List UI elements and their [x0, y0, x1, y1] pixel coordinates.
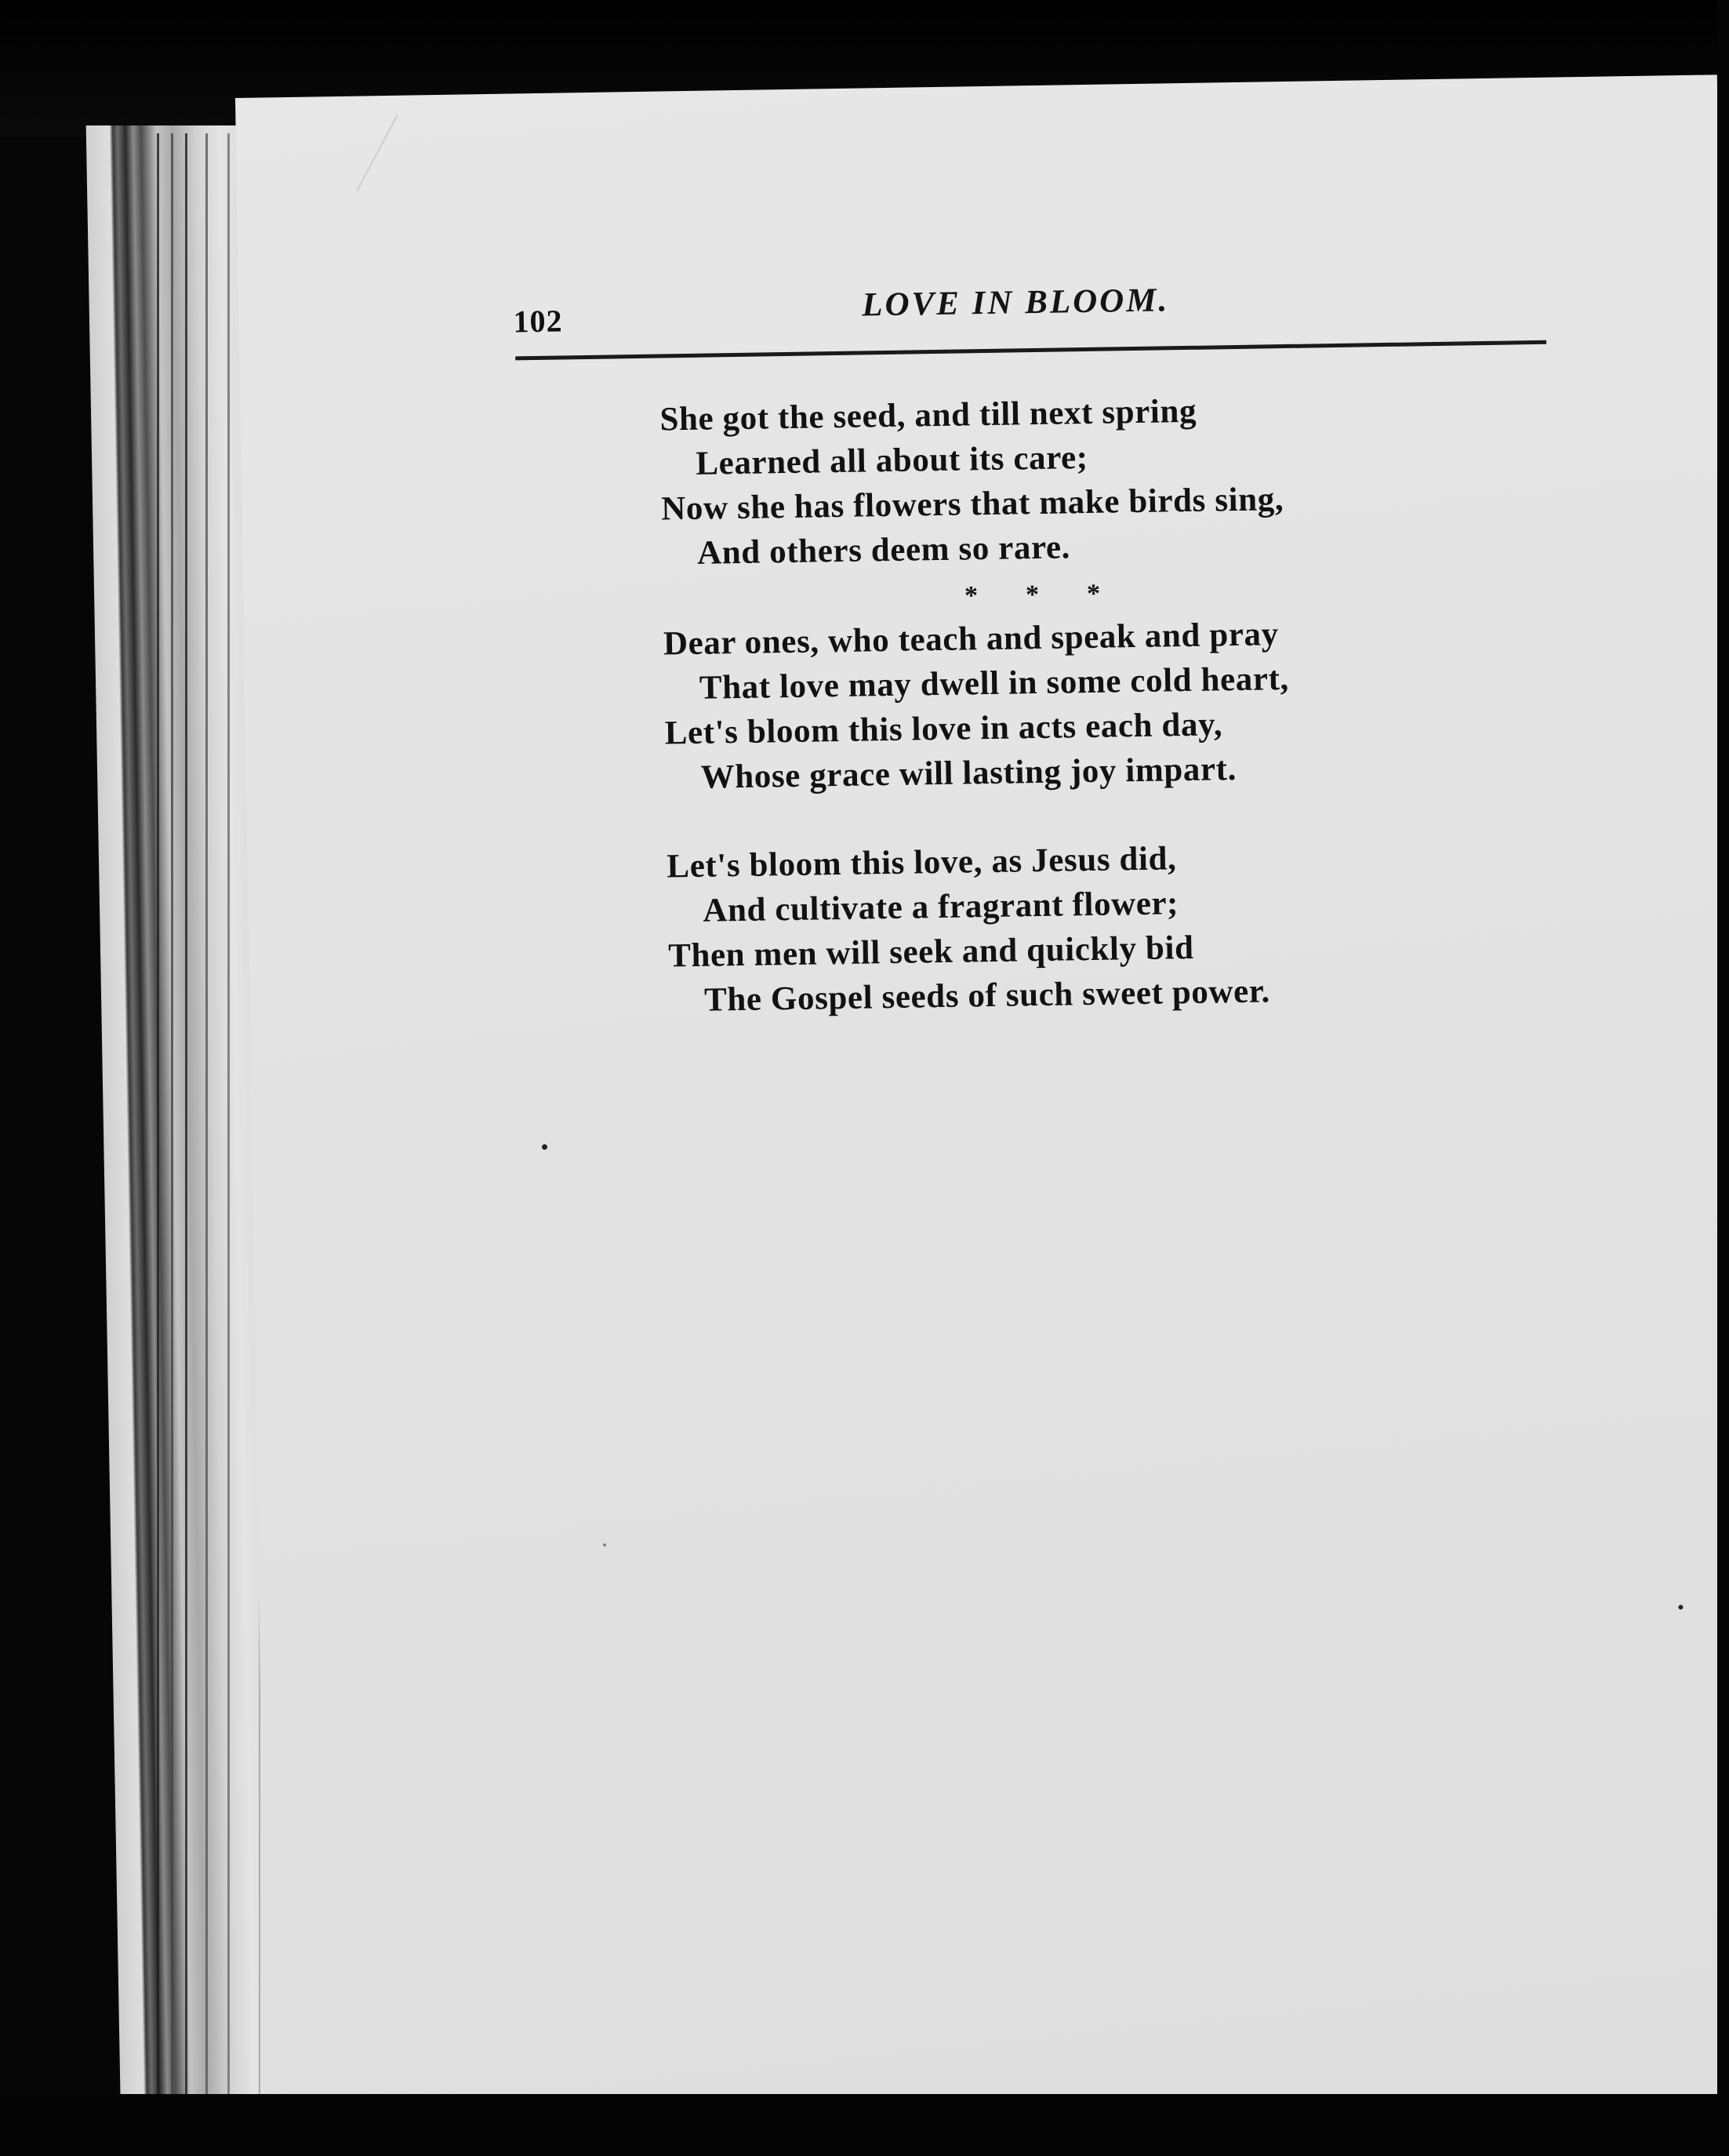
dust-speck [542, 1144, 547, 1150]
right-shadow [1717, 0, 1729, 2156]
page-edge-line [227, 133, 230, 2141]
page-edge-line [171, 133, 173, 2141]
separator-star: * [1086, 579, 1101, 609]
page-edge-line [157, 133, 159, 2141]
page-edge-line [185, 133, 187, 2141]
poem [659, 383, 1610, 1023]
running-head: LOVE IN BLOOM. [861, 282, 1170, 324]
stanza-1 [659, 383, 1603, 576]
separator-star: * [1025, 580, 1040, 610]
poem-line: Learned all about its care; [696, 438, 1089, 482]
book-page [235, 75, 1729, 2121]
stanza-3 [667, 830, 1610, 1023]
header-rule [515, 340, 1546, 361]
bottom-shadow [0, 2094, 1729, 2156]
dust-speck [603, 1543, 606, 1547]
poem-line: That love may dwell in some cold heart, [699, 660, 1290, 707]
poem-line: The Gospel seeds of such sweet power. [703, 973, 1271, 1019]
poem-line: Then men will seek and quickly bid [667, 929, 1194, 975]
page-edge-line [205, 133, 208, 2141]
poem-line: Let's bloom this love, as Jesus did, [667, 840, 1177, 885]
poem-line: Now she has flowers that make birds sing, [660, 481, 1284, 528]
separator-star: * [964, 581, 979, 611]
poem-line: Let's bloom this love in acts each day, [664, 706, 1223, 752]
poem-line: Whose grace will lasting joy impart. [700, 751, 1237, 796]
poem-line: And others deem so rare. [696, 529, 1071, 572]
poem-line: Dear ones, who teach and speak and pray [663, 616, 1280, 663]
dust-speck [1678, 1605, 1683, 1609]
poem-line: And cultivate a fragrant flower; [702, 885, 1179, 929]
stanza-2 [663, 607, 1607, 801]
poem-line: She got the seed, and till next spring [659, 392, 1197, 438]
page-number: 102 [513, 303, 563, 340]
